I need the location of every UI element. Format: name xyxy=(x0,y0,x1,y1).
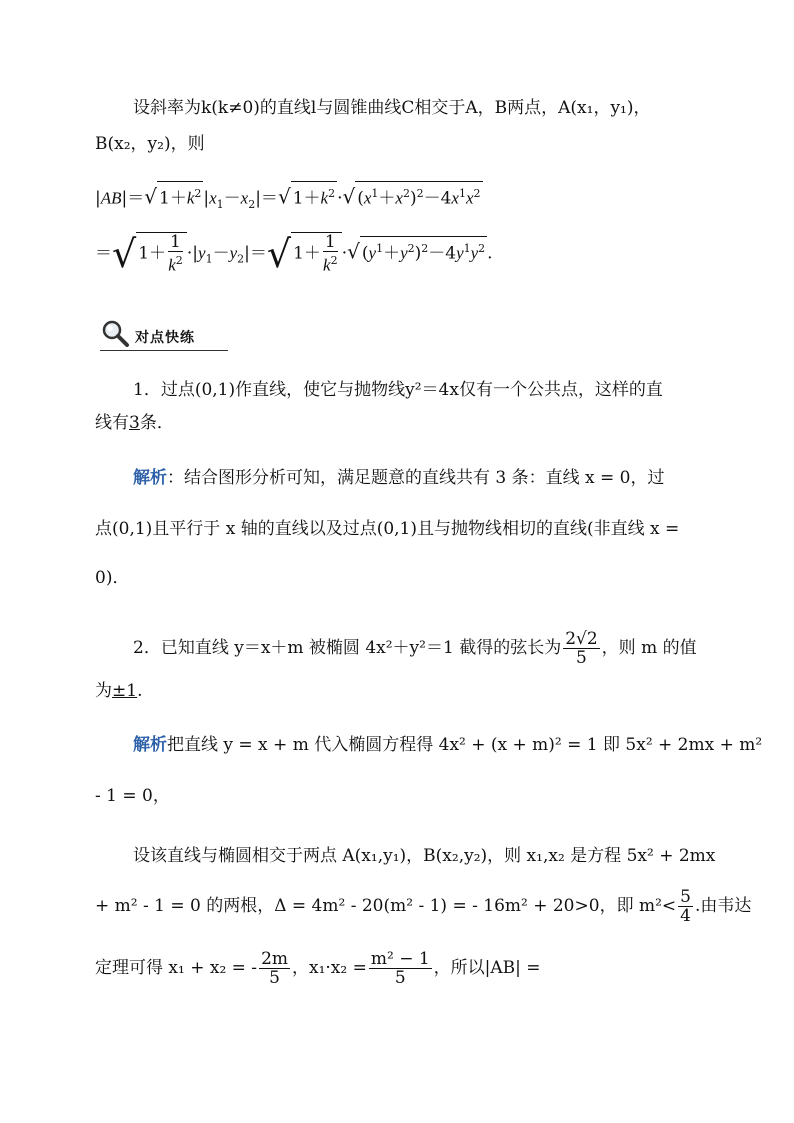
problem2-text: 2．已知直线 y＝x＋m 被椭圆 4x²＋y²＝1 截得的弦长为 $\frac{2√2}{5}$ ，则 m 的值 xyxy=(133,629,697,668)
problem1-solution-1: 解析：结合图形分析可知，满足题意的直线共有 3 条：直线 x = 0，过 xyxy=(133,468,665,488)
problem1-solution-2: 点(0,1)且平行于 x 轴的直线以及过点(0,1)且与抛物线相切的直线(非直线 x = xyxy=(95,519,680,539)
section-divider xyxy=(100,350,228,351)
problem2-solution-5: 定理可得 x₁ + x₂ = - $\frac{2m}{5}$ ，x₁·x₂ = $\frac{\text{m² − 1}}{5}$ ，所以|AB| = xyxy=(95,949,541,988)
problem2-answer: ±1 xyxy=(112,681,138,701)
problem1-answer: 3 xyxy=(129,413,140,433)
problem2-solution-3: 设该直线与椭圆相交于两点 A(x₁,y₁)，B(x₂,y₂)，则 x₁,x₂ 是方程 5x² + 2mx xyxy=(133,846,716,866)
problem2-solution-2: - 1 = 0， xyxy=(95,786,170,806)
intro-line-2: B(x₂，y₂)，则 xyxy=(95,134,205,154)
problem2-solution-1: 解析把直线 y = x + m 代入椭圆方程得 4x² + (x + m)² = 1 即 5x² + 2mx + m² xyxy=(133,735,763,755)
formula-ab-line-2: ＝√ 1＋ $\frac{1}{k^2}$ $\cdot|y_1-y_2|=√$ 1＋ $\frac{1}{k^2}$ ·√ $(y^1+y^2)^2-4y^1y^2$ . xyxy=(95,231,493,276)
problem1-answer-line: 线有3条． xyxy=(95,413,174,433)
formula-ab-line-1: |AB|＝√ $1+k^2$ $|x_1-x_2|=√$ $1+k^2$ ·√ $(x^1+x^2)^2-4x^1x^2$ xyxy=(95,181,483,217)
section-title: 对点快练 xyxy=(135,330,195,346)
problem1-text: 1．过点(0,1)作直线，使它与抛物线y²＝4x仅有一个公共点，这样的直 xyxy=(133,380,663,400)
intro-line-1: 设斜率为k(k≠0)的直线l与圆锥曲线C相交于A，B两点，A(x₁，y₁)， xyxy=(133,98,651,118)
problem2-answer-line: 为±1. xyxy=(95,681,143,701)
solution-label: 解析 xyxy=(133,735,167,755)
problem2-solution-4: + m² - 1 = 0 的两根，Δ = 4m² - 20(m² - 1) = - 16m² + 20>0，即 m²< $\frac{5}{4}$ .由韦达 xyxy=(95,887,752,926)
solution-label: 解析 xyxy=(133,468,167,488)
problem1-solution-3: 0)． xyxy=(95,568,130,588)
